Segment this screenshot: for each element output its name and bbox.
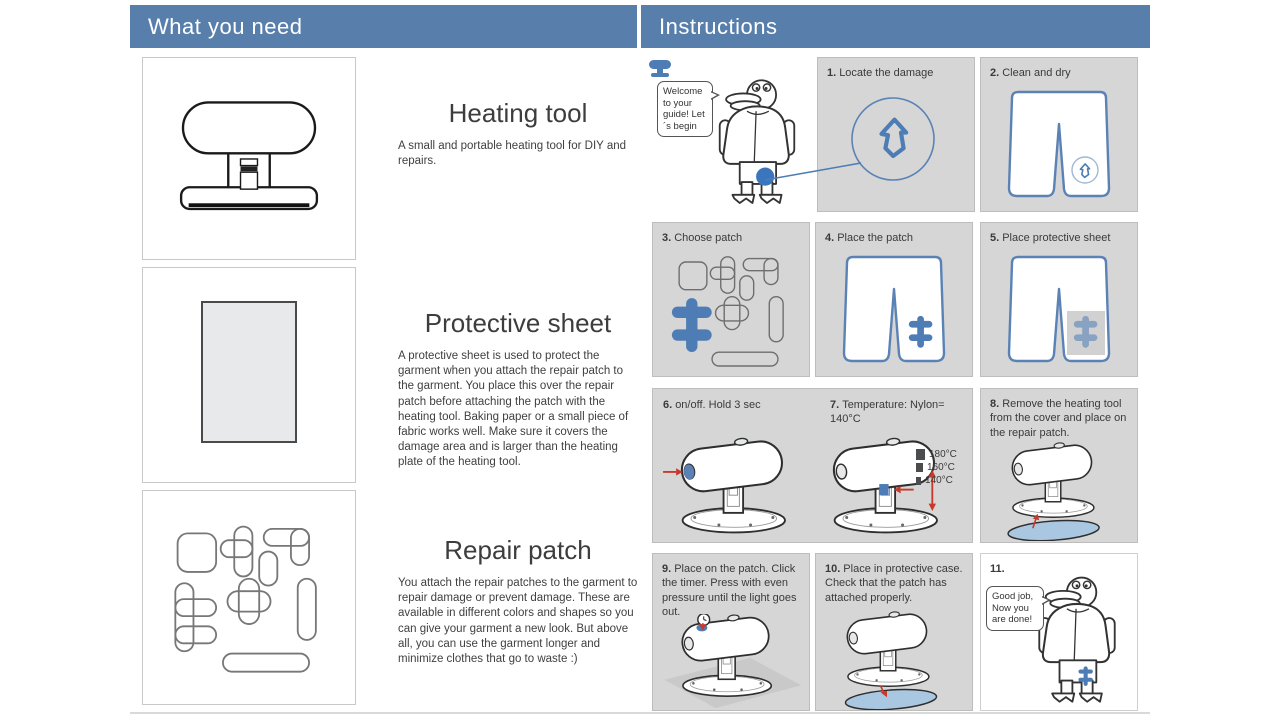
heating-tool-image-box [142, 57, 356, 260]
bottom-divider [130, 712, 1150, 714]
step-2-label [981, 58, 1137, 80]
heating-tool-title: Heating tool [448, 98, 588, 128]
step-text: Place the patch [837, 232, 914, 244]
damage-dot [756, 168, 774, 186]
step-5-label [981, 223, 1137, 245]
iron-and-cover-icon [993, 437, 1127, 541]
protective-sheet-description: A protective sheet is used to protect the garment when you attach the repair patch to the garment. You place this over the repair patch before attaching the patch with the heating tool. Baking paper or a small piece of fabric works well. Make sure it covers the damage area and is larger than the heating plate of the heating tool. [398, 350, 629, 469]
protective-sheet-item [398, 308, 638, 470]
step-text: Choose patch [674, 232, 743, 244]
magnifier-damage-icon [848, 94, 938, 184]
pants-with-sheet-icon [1005, 253, 1115, 371]
step-1-label [818, 58, 974, 80]
selected-patch-icon [672, 298, 712, 352]
step-number: 2. [990, 67, 1000, 79]
red-arrow-icon [663, 468, 683, 475]
step-card-10 [815, 553, 973, 711]
step-text: Place protective sheet [1002, 232, 1111, 244]
protective-sheet-icon [154, 280, 344, 470]
step-7-label [821, 390, 979, 427]
step-number: 7. [830, 399, 840, 411]
patch-sheet-icon [667, 255, 797, 373]
temp-140 [916, 475, 957, 486]
repair-patch-item [398, 535, 638, 667]
step-9-label [653, 554, 809, 619]
step-number: 1. [827, 67, 837, 79]
temp-label: 140°C [925, 475, 953, 486]
intro-zone [645, 57, 815, 215]
intro-speech-bubble: Welcome to your guide! Let´s begin [657, 81, 713, 137]
timer-clock-icon [698, 614, 710, 626]
step-number: 10. [825, 563, 841, 575]
step-text: on/off. Hold 3 sec [675, 399, 761, 411]
step-text: Place on the patch. Click the timer. Press with even pressure until the light goes out. [662, 563, 797, 618]
protective-sheet-image-box [142, 267, 356, 483]
temp-scale [916, 449, 957, 486]
protective-sheet-title: Protective sheet [424, 308, 612, 338]
temp-180 [916, 449, 957, 460]
done-speech-bubble: Good job, Now you are done! [986, 586, 1044, 631]
step-number: 4. [825, 232, 835, 244]
step-text: Temperature: Nylon= 140°C [830, 399, 945, 426]
heating-tool-icon [154, 76, 344, 241]
step-number: 3. [662, 232, 672, 244]
step-8-label [981, 389, 1137, 440]
step-3-label [653, 223, 809, 245]
header-what-you-need: What you need [130, 5, 637, 48]
step-card-5 [980, 222, 1138, 377]
step-text: Clean and dry [1002, 67, 1071, 79]
temp-label: 180°C [929, 449, 957, 460]
pants-icon [1005, 88, 1115, 206]
step-text: Remove the heating tool from the cover and place on the repair patch. [990, 398, 1127, 439]
repair-patch-image-box [142, 490, 356, 705]
step-card-9 [652, 553, 810, 711]
step-text: Locate the damage [839, 67, 934, 79]
step-card-6-7 [652, 388, 973, 543]
iron-on-sheet-icon [659, 614, 805, 710]
step-number: 11. [990, 563, 1005, 575]
step-number: 8. [990, 398, 1000, 410]
step-number: 9. [662, 563, 672, 575]
repair-patch-icon [164, 513, 334, 683]
step-6-label [654, 390, 822, 412]
repair-patch-title: Repair patch [444, 535, 592, 565]
temp-label: 160°C [927, 462, 955, 473]
step-card-8 [980, 388, 1138, 543]
iron-on-off-icon [661, 431, 801, 538]
cover-case-icon [1007, 518, 1099, 541]
step-number: 5. [990, 232, 1000, 244]
cover-case-icon [845, 687, 937, 710]
heating-tool-logo-icon [647, 60, 673, 80]
step-number: 6. [663, 399, 673, 411]
step-card-1 [817, 57, 975, 212]
step-card-2 [980, 57, 1138, 212]
iron-into-cover-icon [828, 606, 962, 710]
step-10-label [816, 554, 972, 605]
step-card-11 [980, 553, 1138, 711]
step-card-4 [815, 222, 973, 377]
step-text: Place in protective case. Check that the patch has attached properly. [825, 563, 963, 604]
step-4-label [816, 223, 972, 245]
temp-160 [916, 462, 957, 473]
heating-tool-description: A small and portable heating tool for DIY and repairs. [398, 140, 627, 168]
repair-patch-description: You attach the repair patches to the garment to repair damage or prevent damage. These are available in different colors and shapes so you can give your garment a new look. But above all, you can use the garment longer and minimize clothes that go to waste :) [398, 577, 638, 665]
heating-tool-item [398, 98, 638, 169]
temp-switch [879, 484, 888, 495]
pants-with-patch-icon [840, 253, 950, 371]
step-card-3 [652, 222, 810, 377]
penguin-mascot [707, 71, 807, 215]
header-instructions: Instructions [641, 5, 1150, 48]
